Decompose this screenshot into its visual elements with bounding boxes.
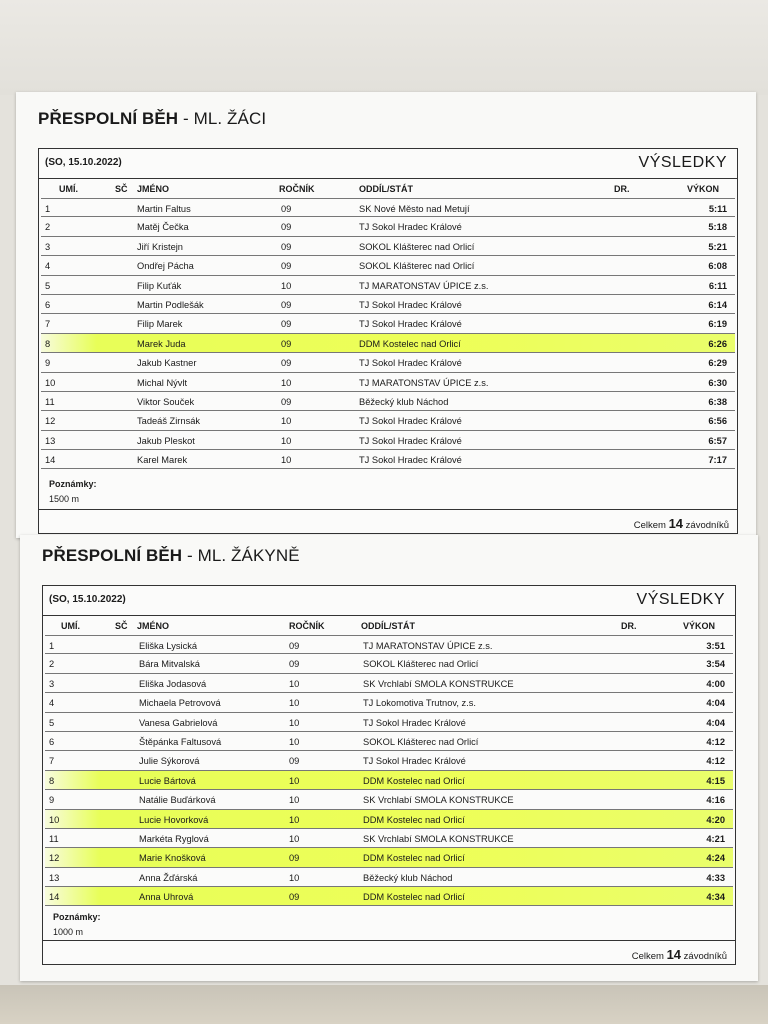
club-cell: SK Vrchlabí SMOLA KONSTRUKCE: [363, 678, 514, 689]
year-cell: 09: [289, 756, 300, 767]
year-cell: 10: [289, 814, 300, 825]
name-cell: Jakub Kastner: [137, 358, 197, 369]
results-sheet-girls: [20, 535, 758, 981]
year-cell: 09: [281, 241, 292, 252]
rank-cell: 4: [49, 698, 55, 709]
table-row: [41, 353, 735, 372]
table-row: [45, 810, 733, 829]
time-cell: 6:14: [708, 299, 727, 310]
club-cell: TJ MARATONSTAV ÚPICE z.s.: [359, 280, 489, 291]
col-time: VÝKON: [683, 621, 716, 631]
club-cell: TJ Sokol Hradec Králové: [359, 319, 462, 330]
rank-cell: 11: [49, 833, 59, 844]
rank-cell: 14: [45, 455, 56, 466]
name-cell: Anna Uhrová: [139, 892, 194, 903]
rank-cell: 5: [45, 280, 51, 291]
table-row: [41, 373, 735, 392]
results-header: [43, 586, 735, 616]
club-cell: Běžecký klub Náchod: [359, 396, 449, 407]
club-cell: DDM Kostelec nad Orlicí: [363, 892, 465, 903]
time-cell: 6:57: [708, 435, 727, 446]
rank-cell: 6: [49, 736, 55, 747]
results-sheet-boys: [16, 92, 756, 538]
table-row: [41, 198, 735, 217]
event-date: (SO, 15.10.2022): [49, 594, 126, 605]
club-cell: TJ Sokol Hradec Králové: [359, 416, 462, 427]
time-cell: 3:51: [706, 641, 725, 651]
time-cell: 6:30: [708, 377, 727, 388]
notes-label: Poznámky:: [49, 479, 97, 489]
table-row: [45, 654, 733, 673]
club-cell: SK Vrchlabí SMOLA KONSTRUKCE: [363, 795, 514, 806]
time-cell: 6:38: [708, 396, 727, 407]
name-cell: Julie Sýkorová: [139, 756, 200, 767]
col-rank: UMÍ.: [61, 621, 80, 631]
club-cell: TJ Sokol Hradec Králové: [359, 358, 462, 369]
notes-distance: 1000 m: [53, 927, 84, 937]
year-cell: 09: [289, 892, 300, 903]
time-cell: 4:15: [706, 775, 725, 786]
time-cell: 7:17: [708, 455, 727, 466]
rank-cell: 8: [49, 775, 55, 786]
table-row: [41, 392, 735, 411]
event-date: (SO, 15.10.2022): [45, 157, 122, 168]
sheet-title: PŘESPOLNÍ BĚH - ML. ŽÁKYNĚ: [42, 546, 300, 565]
table-row: [45, 635, 733, 654]
year-cell: 09: [289, 641, 300, 651]
year-cell: 10: [281, 416, 292, 427]
total-box: [39, 509, 737, 533]
rank-cell: 11: [45, 396, 55, 407]
name-cell: Tadeáš Zirnsák: [137, 416, 201, 427]
table-row: [41, 217, 735, 236]
table-row: [41, 256, 735, 275]
club-cell: TJ Sokol Hradec Králové: [363, 756, 466, 767]
notes-distance: 1500 m: [49, 494, 80, 504]
name-cell: Filip Kuťák: [137, 280, 182, 291]
col-time: VÝKON: [687, 184, 720, 194]
time-cell: 6:26: [708, 338, 727, 349]
year-cell: 09: [289, 853, 300, 864]
results-table: [45, 635, 733, 906]
name-cell: Eliška Lysická: [139, 641, 198, 651]
col-dr: DR.: [621, 621, 637, 631]
club-cell: SOKOL Klášterec nad Orlicí: [359, 241, 475, 252]
name-cell: Eliška Jodasová: [139, 678, 207, 689]
year-cell: 10: [281, 435, 292, 446]
year-cell: 09: [289, 659, 300, 670]
club-cell: TJ MARATONSTAV ÚPICE z.s.: [363, 641, 493, 651]
col-club: ODDÍL/STÁT: [359, 184, 413, 194]
club-cell: SK Vrchlabí SMOLA KONSTRUKCE: [363, 833, 514, 844]
club-cell: TJ Sokol Hradec Králové: [359, 435, 462, 446]
rank-cell: 2: [45, 222, 51, 233]
time-cell: 4:16: [706, 795, 725, 806]
year-cell: 10: [281, 377, 292, 388]
table-row: [41, 276, 735, 295]
name-cell: Martin Podlešák: [137, 299, 204, 310]
rank-cell: 13: [49, 872, 60, 883]
year-cell: 10: [289, 736, 300, 747]
club-cell: TJ Sokol Hradec Králové: [359, 299, 462, 310]
name-cell: Jiří Kristejn: [137, 241, 183, 252]
year-cell: 10: [289, 717, 300, 728]
club-cell: TJ Lokomotiva Trutnov, z.s.: [363, 698, 476, 709]
time-cell: 6:29: [708, 358, 727, 369]
name-cell: Lucie Bártová: [139, 775, 196, 786]
results-header: [39, 149, 737, 179]
name-cell: Matěj Čečka: [137, 222, 189, 233]
name-cell: Štěpánka Faltusová: [139, 736, 222, 747]
club-cell: Běžecký klub Náchod: [363, 872, 453, 883]
club-cell: SOKOL Klášterec nad Orlicí: [359, 261, 475, 272]
table-row: [41, 334, 735, 353]
name-cell: Lucie Hovorková: [139, 814, 209, 825]
club-cell: TJ Sokol Hradec Králové: [359, 222, 462, 233]
total-box: [43, 940, 735, 964]
year-cell: 09: [281, 319, 292, 330]
col-year: ROČNÍK: [289, 621, 325, 631]
rank-cell: 8: [45, 338, 51, 349]
time-cell: 6:08: [708, 261, 727, 272]
rank-cell: 4: [45, 261, 51, 272]
rank-cell: 10: [45, 377, 56, 388]
club-cell: TJ MARATONSTAV ÚPICE z.s.: [359, 377, 489, 388]
rank-cell: 3: [49, 678, 55, 689]
time-cell: 6:11: [708, 280, 727, 291]
table-row: [45, 887, 733, 906]
name-cell: Filip Marek: [137, 319, 183, 330]
column-headers: [39, 180, 737, 198]
total-count-text: Celkem 14 závodníků: [631, 947, 727, 962]
year-cell: 10: [289, 795, 300, 806]
name-cell: Karel Marek: [137, 455, 188, 466]
club-cell: TJ Sokol Hradec Králové: [363, 717, 466, 728]
table-row: [41, 411, 735, 430]
time-cell: 4:21: [706, 833, 725, 844]
total-count-text: Celkem 14 závodníků: [633, 516, 729, 531]
table-row: [45, 674, 733, 693]
year-cell: 10: [281, 280, 292, 291]
club-cell: SOKOL Klášterec nad Orlicí: [363, 659, 479, 670]
rank-cell: 1: [49, 641, 55, 651]
time-cell: 4:12: [706, 756, 725, 767]
club-cell: DDM Kostelec nad Orlicí: [363, 814, 465, 825]
col-dr: DR.: [614, 184, 630, 194]
year-cell: 09: [281, 396, 292, 407]
notes-label: Poznámky:: [53, 912, 101, 922]
rank-cell: 12: [49, 853, 60, 864]
year-cell: 10: [289, 775, 300, 786]
table-row: [45, 732, 733, 751]
rank-cell: 3: [45, 241, 51, 252]
time-cell: 5:11: [708, 204, 727, 214]
rank-cell: 9: [49, 795, 55, 806]
table-row: [45, 693, 733, 712]
name-cell: Martin Faltus: [137, 204, 191, 214]
table-row: [41, 295, 735, 314]
name-cell: Ondřej Pácha: [137, 261, 194, 272]
rank-cell: 7: [49, 756, 55, 767]
year-cell: 10: [289, 872, 300, 883]
time-cell: 4:04: [706, 717, 725, 728]
col-bib: SČ: [115, 184, 128, 194]
time-cell: 5:18: [708, 222, 727, 233]
results-table: [41, 198, 735, 469]
time-cell: 6:56: [708, 416, 727, 427]
col-bib: SČ: [115, 621, 128, 631]
results-panel: [38, 148, 738, 534]
time-cell: 4:24: [706, 853, 725, 864]
table-row: [45, 790, 733, 809]
table-row: [45, 771, 733, 790]
rank-cell: 5: [49, 717, 55, 728]
rank-cell: 14: [49, 892, 60, 903]
rank-cell: 6: [45, 299, 51, 310]
rank-cell: 2: [49, 659, 55, 670]
col-name: JMÉNO: [137, 184, 170, 194]
name-cell: Vanesa Gabrielová: [139, 717, 218, 728]
club-cell: SK Nové Město nad Metují: [359, 204, 470, 214]
name-cell: Natálie Buďárková: [139, 795, 216, 806]
name-cell: Marie Knošková: [139, 853, 206, 864]
rank-cell: 10: [49, 814, 60, 825]
name-cell: Markéta Ryglová: [139, 833, 209, 844]
results-panel: [42, 585, 736, 965]
table-row: [45, 829, 733, 848]
table-surface: [0, 985, 768, 1024]
table-row: [45, 713, 733, 732]
year-cell: 10: [289, 678, 300, 689]
col-rank: UMÍ.: [59, 184, 78, 194]
name-cell: Viktor Souček: [137, 396, 195, 407]
sheet-title: PŘESPOLNÍ BĚH - ML. ŽÁCI: [38, 109, 267, 128]
club-cell: DDM Kostelec nad Orlicí: [363, 775, 465, 786]
column-headers: [43, 617, 735, 635]
year-cell: 09: [281, 299, 292, 310]
name-cell: Michal Nývlt: [137, 377, 188, 388]
rank-cell: 12: [45, 416, 56, 427]
results-label: VÝSLEDKY: [636, 591, 725, 608]
name-cell: Jakub Pleskot: [137, 435, 195, 446]
year-cell: 09: [281, 338, 292, 349]
time-cell: 4:34: [706, 892, 725, 903]
year-cell: 10: [289, 833, 300, 844]
club-cell: SOKOL Klášterec nad Orlicí: [363, 736, 479, 747]
year-cell: 09: [281, 222, 292, 233]
rank-cell: 7: [45, 319, 51, 330]
table-row: [41, 431, 735, 450]
time-cell: 6:19: [708, 319, 727, 330]
col-year: ROČNÍK: [279, 184, 315, 194]
time-cell: 4:12: [706, 736, 725, 747]
time-cell: 4:33: [706, 872, 725, 883]
year-cell: 10: [289, 698, 300, 709]
year-cell: 09: [281, 261, 292, 272]
results-label: VÝSLEDKY: [638, 154, 727, 171]
club-cell: DDM Kostelec nad Orlicí: [359, 338, 461, 349]
time-cell: 4:04: [706, 698, 725, 709]
table-row: [45, 751, 733, 770]
time-cell: 5:21: [708, 241, 727, 252]
club-cell: DDM Kostelec nad Orlicí: [363, 853, 465, 864]
table-row: [41, 237, 735, 256]
table-row: [45, 848, 733, 867]
rank-cell: 1: [45, 204, 51, 214]
year-cell: 10: [281, 455, 292, 466]
year-cell: 09: [281, 204, 292, 214]
rank-cell: 9: [45, 358, 51, 369]
time-cell: 4:20: [706, 814, 725, 825]
col-name: JMÉNO: [137, 621, 170, 631]
name-cell: Marek Juda: [137, 338, 186, 349]
rank-cell: 13: [45, 435, 56, 446]
name-cell: Anna Žďárská: [139, 872, 198, 883]
club-cell: TJ Sokol Hradec Králové: [359, 455, 462, 466]
table-row: [41, 314, 735, 333]
table-row: [41, 450, 735, 469]
name-cell: Bára Mitvalská: [139, 659, 200, 670]
time-cell: 3:54: [706, 659, 725, 670]
year-cell: 09: [281, 358, 292, 369]
table-row: [45, 868, 733, 887]
time-cell: 4:00: [706, 678, 725, 689]
wall-background: [0, 0, 768, 95]
name-cell: Michaela Petrovová: [139, 698, 221, 709]
col-club: ODDÍL/STÁT: [361, 621, 415, 631]
